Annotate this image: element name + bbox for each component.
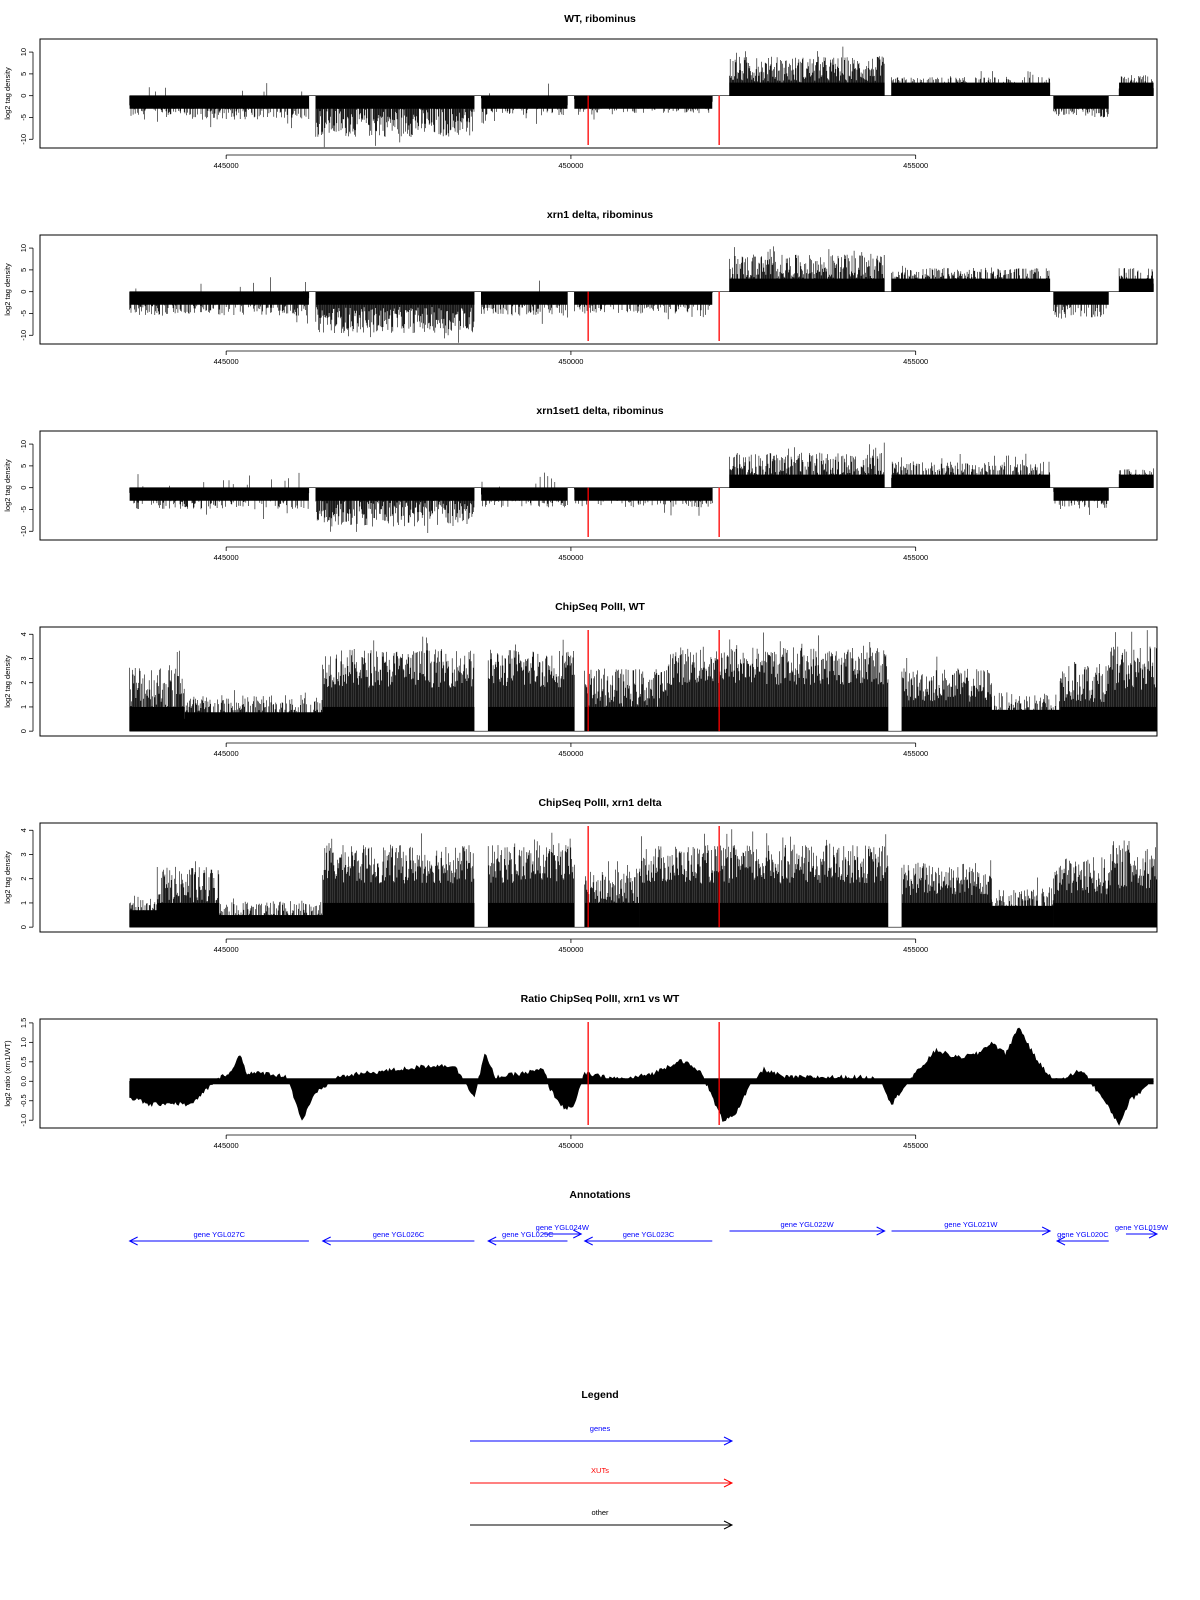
legend-item-xuts (470, 1466, 732, 1487)
y-axis-label: log2 tag density (3, 263, 12, 316)
y-tick-label: 0 (19, 289, 28, 294)
density-bars (157, 861, 219, 927)
data-segment-2 (157, 861, 219, 927)
data-segment-1 (130, 83, 309, 128)
data-segment-6 (585, 861, 640, 927)
density-bars (323, 833, 474, 927)
gene-annotation (1115, 1223, 1169, 1238)
x-tick-label: 445000 (213, 357, 239, 366)
y-tick-label: 0.0 (19, 1076, 28, 1087)
gene-label: gene YGL023C (622, 1230, 675, 1239)
density-bars (1054, 292, 1109, 319)
x-tick-label: 450000 (558, 161, 584, 170)
data-segment-2 (316, 292, 475, 343)
chart-panel-2 (3, 209, 1157, 366)
y-axis-label: log2 tag density (3, 655, 12, 708)
y-tick-label: 3 (19, 852, 28, 857)
data-segment-6 (892, 266, 1051, 292)
y-tick-label: -10 (19, 329, 28, 341)
y-tick-label: 5 (19, 463, 28, 468)
data-segment-12 (1109, 841, 1157, 928)
density-bars (1061, 662, 1109, 731)
data-segment-4 (574, 96, 712, 120)
chart-title: ChipSeq PolII, xrn1 delta (538, 797, 662, 809)
data-segment-1 (130, 651, 185, 731)
gene-label: gene YGL019W (1114, 1223, 1169, 1232)
density-bars (316, 292, 474, 343)
data-segment-8 (719, 829, 888, 927)
y-tick-label: 0 (19, 485, 28, 490)
chart-title: xrn1set1 delta, ribominus (536, 405, 664, 417)
data-segment-3 (323, 637, 475, 732)
y-tick-label: -10 (19, 525, 28, 537)
data-segment-2 (316, 488, 475, 533)
density-bars (323, 637, 474, 732)
ratio-area (130, 1028, 1154, 1125)
data-segment-7 (1054, 96, 1109, 118)
data-segment-4 (488, 640, 574, 732)
density-bars (316, 96, 474, 147)
gene-annotation (1057, 1230, 1109, 1245)
legend-label: XUTs (591, 1466, 609, 1475)
legend-title: Legend (581, 1389, 619, 1401)
data-segment-10 (992, 878, 1054, 928)
data-segment-3 (481, 281, 567, 324)
data-segment-5 (730, 246, 885, 291)
data-segment-4 (323, 833, 475, 927)
gene-annotation (130, 1230, 309, 1245)
y-tick-label: 1.0 (19, 1037, 28, 1048)
y-tick-label: 2 (19, 680, 28, 685)
legend-item-other (470, 1508, 732, 1529)
chart-title: ChipSeq PolII, WT (555, 601, 645, 613)
gene-annotation (488, 1230, 567, 1245)
y-tick-label: -1.0 (19, 1113, 28, 1127)
x-tick-label: 445000 (213, 553, 239, 562)
x-tick-label: 455000 (903, 357, 929, 366)
data-segment-8 (1119, 75, 1153, 96)
data-segment-8 (1119, 268, 1153, 292)
density-fill (185, 712, 323, 731)
chart-title: Ratio ChipSeq PolII, xrn1 vs WT (520, 993, 680, 1005)
gene-label: gene YGL027C (193, 1230, 246, 1239)
x-tick-label: 450000 (558, 1141, 584, 1150)
x-tick-label: 455000 (903, 161, 929, 170)
density-bars (130, 473, 309, 519)
data-segment-7 (1054, 488, 1109, 515)
data-segment-5 (585, 669, 668, 732)
data-segment-3 (481, 84, 567, 124)
chart-panel-5 (3, 797, 1157, 954)
legend-item-genes (470, 1424, 732, 1445)
y-tick-label: -5 (19, 114, 28, 121)
y-tick-label: 5 (19, 267, 28, 272)
y-tick-label: 10 (19, 47, 28, 57)
gene-label: gene YGL025C (502, 1230, 554, 1239)
density-fill (574, 96, 712, 109)
y-axis-label: log2 tag density (3, 851, 12, 904)
density-bars (1109, 630, 1157, 731)
y-tick-label: 1 (19, 900, 28, 906)
density-bars (992, 681, 1061, 731)
x-tick-label: 450000 (558, 749, 584, 758)
chart-panel-4 (3, 601, 1157, 758)
y-tick-label: -5 (19, 310, 28, 317)
data-segment-7 (1054, 292, 1109, 319)
data-segment-10 (1109, 630, 1157, 731)
y-axis-label: log2 ratio (xrn1/WT) (3, 1040, 12, 1107)
y-tick-label: 0 (19, 729, 28, 734)
density-bars (130, 277, 309, 323)
data-segment-8 (992, 681, 1061, 731)
x-tick-label: 455000 (903, 749, 929, 758)
data-segment-6 (892, 454, 1051, 488)
data-segment-3 (219, 899, 322, 928)
y-tick-label: 4 (19, 632, 28, 637)
y-tick-label: 1 (19, 704, 28, 710)
annotations-panel (130, 1189, 1169, 1245)
data-segment-7 (640, 834, 719, 928)
y-tick-label: 0 (19, 93, 28, 98)
gene-label: gene YGL022W (780, 1220, 834, 1229)
data-segment-1 (130, 896, 158, 927)
y-tick-label: -10 (19, 133, 28, 145)
data-segment-4 (574, 292, 712, 320)
y-tick-label: 1.5 (19, 1017, 28, 1029)
y-tick-label: 0 (19, 925, 28, 930)
chart-title: WT, ribominus (564, 13, 636, 25)
legend-panel (470, 1389, 732, 1529)
density-bars (1109, 841, 1157, 928)
density-bars (585, 669, 668, 732)
data-segment-3 (481, 473, 567, 508)
legend-label: genes (589, 1424, 611, 1433)
x-tick-label: 445000 (213, 749, 239, 758)
data-segment-1 (130, 473, 309, 519)
data-segment-11 (1054, 857, 1109, 927)
x-tick-label: 450000 (558, 553, 584, 562)
density-bars (1054, 857, 1109, 927)
y-axis-label: log2 tag density (3, 67, 12, 120)
density-bars (130, 651, 185, 731)
y-tick-label: 4 (19, 828, 28, 833)
data-segment-5 (730, 443, 885, 488)
y-tick-label: -0.5 (19, 1094, 28, 1108)
y-tick-label: 0.5 (19, 1056, 28, 1068)
gene-label: gene YGL021W (944, 1220, 998, 1229)
annotations-title: Annotations (569, 1189, 631, 1201)
density-bars (902, 860, 992, 927)
y-tick-label: 2 (19, 876, 28, 881)
y-tick-label: 5 (19, 71, 28, 76)
data-segment-4 (574, 488, 712, 516)
data-segment-7 (902, 657, 992, 732)
data-segment-8 (1119, 468, 1153, 487)
chart-panel-3 (3, 405, 1157, 562)
y-tick-label: 10 (19, 439, 28, 449)
data-segment-1 (130, 277, 309, 323)
x-tick-label: 445000 (213, 945, 239, 954)
data-segment-9 (902, 860, 992, 927)
chart-title: xrn1 delta, ribominus (546, 209, 654, 221)
chart-panel-1 (3, 13, 1157, 170)
data-segment-5 (730, 47, 885, 96)
gene-annotation (323, 1230, 475, 1245)
chart-panel-6 (3, 993, 1157, 1150)
gene-annotation (730, 1220, 885, 1235)
x-tick-label: 445000 (213, 1141, 239, 1150)
gene-label: gene YGL020C (1057, 1230, 1109, 1239)
data-segment-2 (316, 96, 475, 147)
density-bars (902, 657, 992, 732)
density-bars (316, 488, 474, 533)
x-tick-label: 450000 (558, 945, 584, 954)
gene-label: gene YGL026C (372, 1230, 425, 1239)
data-segment-9 (1060, 662, 1108, 731)
data-segment-6 (892, 71, 1051, 96)
x-tick-label: 455000 (903, 945, 929, 954)
data-segment-5 (488, 833, 574, 927)
legend-label: other (591, 1508, 609, 1517)
density-bars (892, 454, 1050, 488)
y-axis-label: log2 tag density (3, 459, 12, 512)
gene-annotation (585, 1230, 713, 1245)
x-tick-label: 455000 (903, 1141, 929, 1150)
x-tick-label: 455000 (903, 553, 929, 562)
density-bars (992, 878, 1054, 928)
x-tick-label: 450000 (558, 357, 584, 366)
y-tick-label: 3 (19, 656, 28, 661)
gene-label: gene YGL024W (535, 1223, 589, 1232)
x-tick-label: 445000 (213, 161, 239, 170)
y-tick-label: -5 (19, 506, 28, 513)
density-bars (585, 861, 640, 927)
y-tick-label: 10 (19, 243, 28, 253)
gene-annotation (892, 1220, 1051, 1235)
data-segment-6 (667, 633, 888, 732)
data-segment-2 (185, 690, 323, 731)
